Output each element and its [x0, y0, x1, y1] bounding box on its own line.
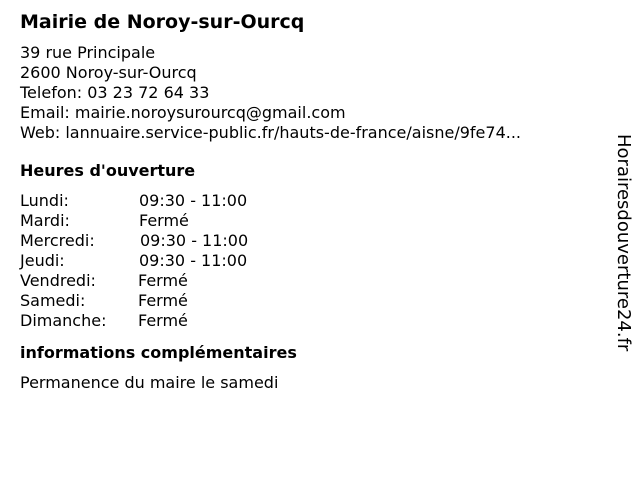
hours-value: Fermé — [139, 211, 189, 230]
hours-row-thursday — [20, 251, 600, 271]
hours-value: Fermé — [138, 311, 188, 330]
day-label: Dimanche: — [20, 311, 107, 330]
page-title: Mairie de Noroy-sur-Ourcq — [20, 11, 305, 33]
brand-text: Horairesdouverture24.fr — [613, 134, 634, 352]
hours-value: 09:30 - 11:00 — [140, 231, 249, 250]
hours-row-monday — [20, 191, 600, 211]
city-address: 2600 Noroy-sur-Ourcq — [20, 63, 197, 82]
hours-row-wednesday — [20, 231, 600, 251]
hours-heading: Heures d'ouverture — [20, 161, 196, 180]
day-label: Mardi: — [20, 211, 70, 230]
opening-hours-table — [20, 191, 600, 331]
hours-value: 09:30 - 11:00 — [139, 191, 248, 210]
hours-row-friday — [20, 271, 600, 291]
phone-number: Telefon: 03 23 72 64 33 — [20, 83, 210, 102]
hours-value: Fermé — [138, 271, 188, 290]
day-label: Vendredi: — [20, 271, 96, 290]
brand-watermark — [612, 134, 634, 374]
street-address: 39 rue Principale — [20, 43, 156, 62]
day-label: Jeudi: — [20, 251, 65, 270]
hours-value: Fermé — [138, 291, 188, 310]
info-text: Permanence du maire le samedi — [20, 373, 279, 392]
day-label: Lundi: — [20, 191, 69, 210]
email-address: Email: mairie.noroysurourcq@gmail.com — [20, 103, 346, 122]
day-label: Mercredi: — [20, 231, 95, 250]
hours-row-saturday — [20, 291, 600, 311]
contact-block — [20, 43, 600, 143]
business-card — [20, 10, 600, 393]
info-heading: informations complémentaires — [20, 343, 297, 362]
day-label: Samedi: — [20, 291, 86, 310]
hours-value: 09:30 - 11:00 — [139, 251, 248, 270]
hours-row-tuesday — [20, 211, 600, 231]
website-link: Web: lannuaire.service-public.fr/hauts-de-france/aisne/9fe74... — [20, 123, 522, 142]
hours-row-sunday — [20, 311, 600, 331]
